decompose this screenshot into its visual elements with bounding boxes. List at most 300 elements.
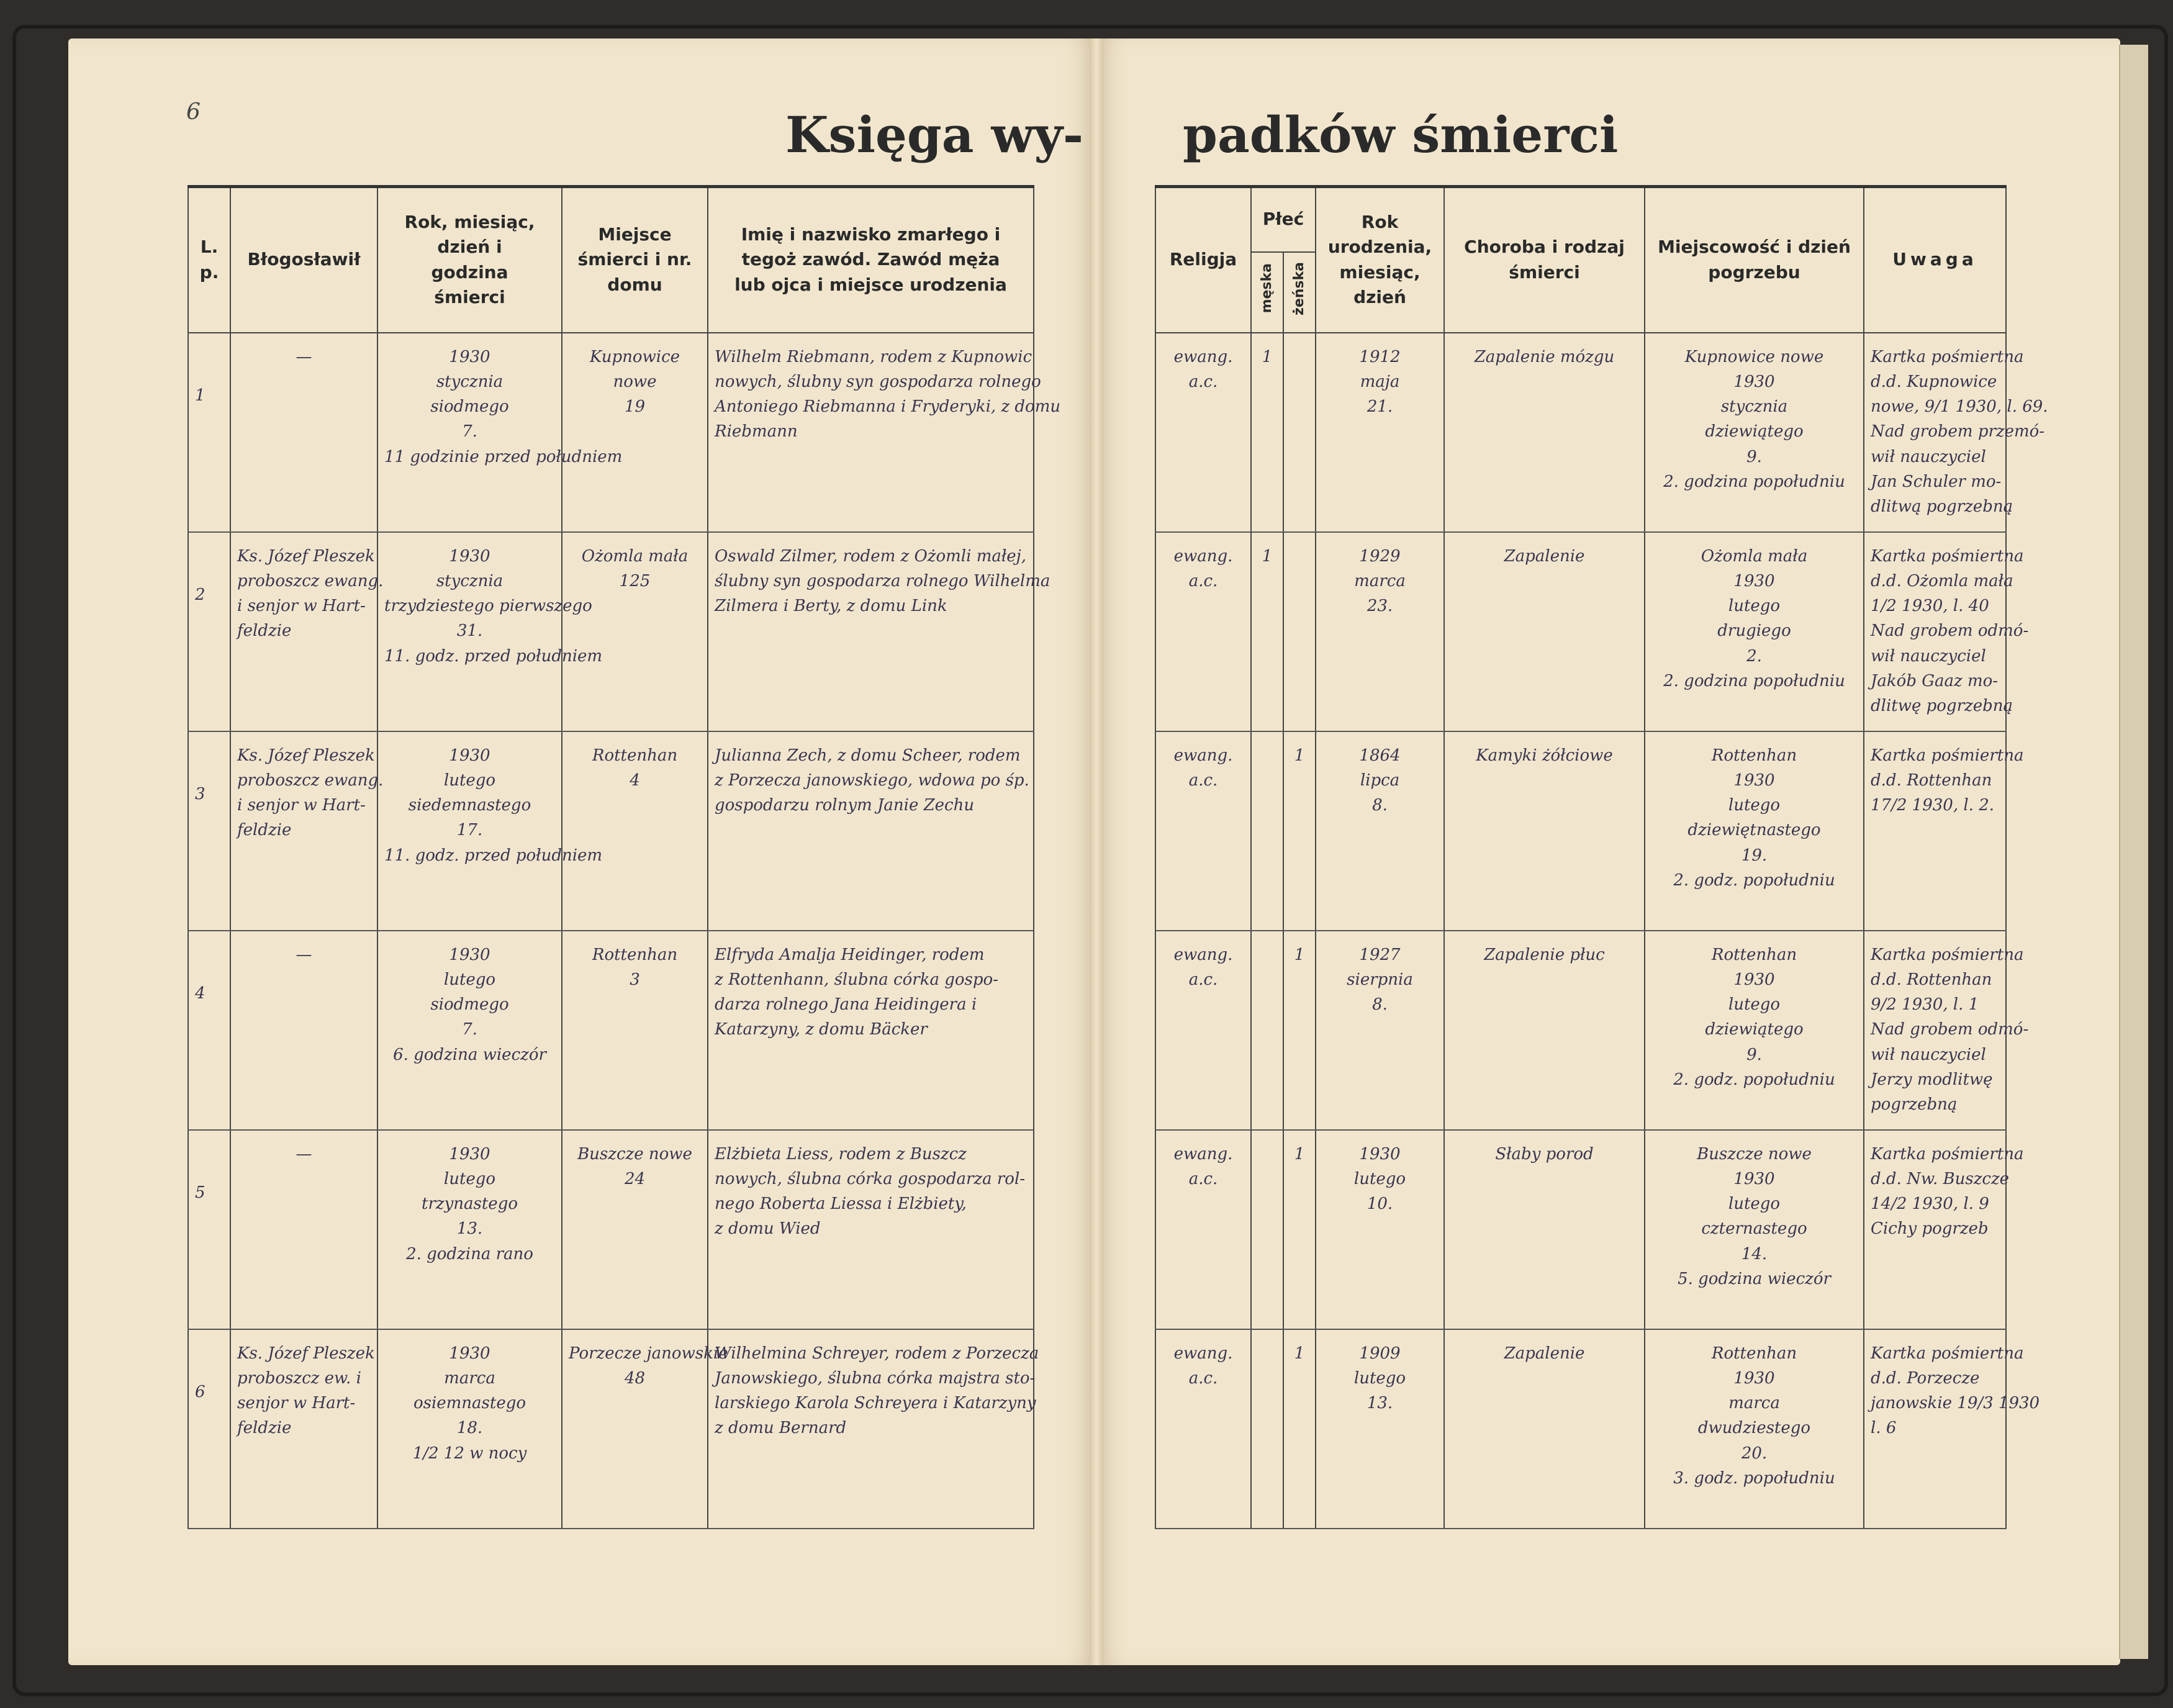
header-lp: L. p. (188, 187, 230, 333)
notes-cell (1864, 1329, 2040, 1529)
burial-cell-line: lutego (1728, 1195, 1781, 1214)
male-cell-text (1252, 732, 1283, 743)
name-cell-line: z domu Bernard (715, 1419, 847, 1438)
name-cell-line: Oswald Zilmer, rodem z Ożomli małej, (715, 546, 1026, 566)
female-cell (1283, 731, 1316, 931)
table-row (188, 1130, 1034, 1329)
religion-cell-line: a.c. (1188, 571, 1218, 590)
burial-cell-line: czternastego (1701, 1219, 1807, 1239)
notes-cell-line: janowskie 19/3 1930 (1871, 1394, 2040, 1413)
notes-cell-line: d.d. Rottenhan (1871, 970, 1992, 989)
table-row (1155, 731, 2006, 931)
birth-date-cell-line: 1909 (1359, 1344, 1401, 1363)
birth-date-cell-line: lipca (1360, 770, 1400, 790)
birth-date-cell-line: lutego (1353, 1368, 1406, 1388)
header-burial: Miejscowość i dzień pogrzebu (1645, 187, 1864, 333)
religion-cell (1155, 532, 1251, 731)
page-edges (2119, 45, 2148, 1659)
religion-cell (1155, 931, 1251, 1130)
header-male: męska (1251, 252, 1283, 333)
birth-date-cell-line: 1912 (1359, 347, 1401, 366)
notes-cell-line: 9/2 1930, l. 1 (1871, 995, 1979, 1014)
death-date-cell-line: siodmego (430, 397, 509, 417)
illness-cell-line: Kamyki żółciowe (1476, 746, 1613, 765)
notes-cell (1864, 731, 2024, 931)
burial-cell-line: 2. godz. popołudniu (1673, 1070, 1835, 1089)
death-date-cell-line: 7. (462, 422, 477, 441)
header-birth-date: Rok urodzenia, miesiąc, dzień (1316, 187, 1444, 333)
table-row (188, 333, 1034, 532)
burial-cell-line: 9. (1746, 447, 1762, 466)
birth-date-cell-line: marca (1354, 571, 1406, 590)
notes-cell-line: Cichy pogrzeb (1871, 1219, 1989, 1239)
illness-cell (1444, 532, 1645, 731)
death-date-cell-line: 7. (462, 1020, 477, 1039)
notes-cell (1864, 931, 2029, 1130)
death-date-cell-line: stycznia (436, 571, 504, 590)
burial-cell-line: lutego (1728, 995, 1781, 1014)
row-number (188, 1329, 230, 1529)
row-number-text: 3 (195, 784, 206, 803)
notes-cell-line: dlitwą pogrzebną (1871, 497, 2013, 517)
table-row (1155, 1329, 2006, 1529)
notes-cell-line: dlitwę pogrzebną (1871, 697, 2013, 716)
place-cell-line: 48 (624, 1368, 646, 1388)
blessed-cell (230, 1329, 377, 1529)
birth-date-cell-line: 13. (1367, 1394, 1393, 1413)
burial-cell-line: 9. (1746, 1045, 1762, 1064)
death-date-cell (377, 1329, 562, 1529)
row-number-text: 5 (195, 1183, 206, 1202)
place-cell (562, 931, 708, 1130)
notes-cell-line: d.d. Rottenhan (1871, 770, 1992, 790)
book-spine (1090, 38, 1103, 1665)
birth-date-cell-line: 8. (1372, 995, 1388, 1014)
table-row (188, 731, 1034, 931)
row-number-text: 1 (195, 386, 206, 405)
death-date-cell-line: 1/2 12 w nocy (412, 1444, 527, 1463)
burial-cell-line: 20. (1741, 1444, 1768, 1463)
male-cell-text (1252, 931, 1283, 942)
death-date-cell-line: siedemnastego (408, 796, 531, 815)
illness-cell (1444, 1130, 1645, 1329)
notes-cell-line: wił nauczyciel (1871, 646, 1986, 666)
female-cell-text (1284, 333, 1315, 345)
birth-date-cell-line: 1864 (1359, 746, 1401, 765)
religion-cell-line: a.c. (1188, 1368, 1218, 1388)
death-date-cell-line: 18. (456, 1419, 483, 1438)
illness-cell-line: Słaby porod (1495, 1144, 1594, 1164)
female-cell (1283, 931, 1316, 1130)
burial-cell-line: 2. godzina popołudniu (1663, 671, 1845, 690)
death-date-cell-line: marca (444, 1368, 495, 1388)
header-date-of-death: Rok, miesiąc, dzień i godzina śmierci (377, 187, 562, 333)
place-cell (562, 1329, 728, 1529)
male-cell-text (1252, 1131, 1283, 1142)
name-cell-line: Janowskiego, ślubna córka majstra sto- (715, 1368, 1036, 1388)
female-cell-text: 1 (1294, 1144, 1305, 1164)
religion-cell (1155, 333, 1251, 532)
illness-cell-line: Zapalenie (1504, 1344, 1585, 1363)
notes-cell-line: d.d. Nw. Buszcze (1871, 1169, 2010, 1188)
male-cell-text (1252, 1330, 1283, 1341)
female-cell (1283, 333, 1316, 532)
table-row (1155, 1130, 2006, 1329)
death-date-cell-line: 2. godzina rano (406, 1244, 533, 1263)
burial-cell-line: marca (1728, 1394, 1780, 1413)
place-cell (562, 1130, 708, 1329)
row-number-text: 4 (195, 983, 206, 1003)
name-cell-line: Riebmann (715, 422, 798, 441)
birth-date-cell (1316, 931, 1444, 1130)
table-row (1155, 931, 2006, 1130)
burial-cell (1645, 532, 1864, 731)
birth-date-cell (1316, 532, 1444, 731)
burial-cell-line: Rottenhan (1711, 746, 1797, 765)
header-notes: Uwaga (1864, 187, 2006, 333)
page-title-right: padków śmierci (1183, 106, 1619, 164)
illness-cell (1444, 931, 1645, 1130)
death-date-cell-line: lutego (443, 1169, 496, 1188)
male-cell (1251, 333, 1283, 532)
burial-cell-line: 14. (1741, 1244, 1768, 1263)
place-cell-line: Porzecze janowskie (569, 1344, 728, 1363)
table-row (188, 532, 1034, 731)
burial-cell-line: Kupnowice nowe (1684, 347, 1824, 366)
burial-cell-line: 5. godzina wieczór (1678, 1269, 1831, 1288)
burial-cell-line: 1930 (1733, 970, 1775, 989)
blessed-cell-line: i senjor w Hart- (237, 796, 366, 815)
burial-cell-line: dwudziestego (1697, 1419, 1811, 1438)
death-date-cell-line: 1930 (449, 347, 490, 366)
death-date-cell-line: lutego (443, 970, 496, 989)
death-date-cell-line: 31. (456, 621, 483, 641)
place-cell-line: Ożomla mała (581, 546, 689, 566)
burial-cell-line: lutego (1728, 796, 1781, 815)
death-date-cell-line: trzydziestego pierwszego (384, 597, 592, 616)
religion-cell (1155, 1329, 1251, 1529)
burial-cell-line: dziewiętnastego (1687, 821, 1821, 840)
female-cell (1283, 532, 1316, 731)
place-cell-line: 3 (630, 970, 640, 989)
notes-cell-line: Jan Schuler mo- (1871, 472, 2002, 491)
religion-cell-line: ewang. (1173, 746, 1233, 765)
female-cell (1283, 1329, 1316, 1529)
name-cell-line: Julianna Zech, z domu Scheer, rodem (715, 746, 1021, 765)
name-cell-line: nowych, ślubna córka gospodarza rol- (715, 1169, 1026, 1188)
male-cell-text: 1 (1262, 546, 1273, 566)
row-number (188, 532, 230, 731)
notes-cell-line: wił nauczyciel (1871, 447, 1986, 466)
birth-date-cell-line: sierpnia (1347, 970, 1413, 989)
birth-date-cell-line: 1927 (1359, 945, 1401, 964)
illness-cell-line: Zapalenie (1504, 546, 1585, 566)
name-cell (708, 931, 1034, 1130)
header-row-right (1155, 187, 2006, 252)
burial-cell-line: drugiego (1717, 621, 1791, 641)
burial-cell-line: 2. godzina popołudniu (1663, 472, 1845, 491)
place-cell (562, 731, 708, 931)
burial-cell-line: Rottenhan (1711, 945, 1797, 964)
burial-cell-line: 2. godz. popołudniu (1673, 870, 1835, 890)
illness-cell (1444, 1329, 1645, 1529)
birth-date-cell-line: 1929 (1359, 546, 1401, 566)
notes-cell-line: d.d. Ożomla mała (1871, 571, 2013, 590)
burial-cell-line: 1930 (1733, 571, 1775, 590)
male-cell (1251, 532, 1283, 731)
header-illness: Choroba i rodzaj śmierci (1444, 187, 1645, 333)
male-cell-text: 1 (1262, 347, 1273, 366)
death-date-cell (377, 532, 603, 731)
row-number-text: 2 (195, 585, 206, 604)
place-cell (562, 532, 708, 731)
blessed-cell (230, 1130, 377, 1329)
blessed-cell-line: — (296, 945, 312, 964)
notes-cell (1864, 532, 2029, 731)
name-cell-line: larskiego Karola Schreyera i Katarzyny (715, 1394, 1036, 1413)
name-cell-line: Wilhelm Riebmann, rodem z Kupnowic (715, 347, 1032, 366)
name-cell-line: nego Roberta Liessa i Elżbiety, (715, 1195, 967, 1214)
female-cell-text: 1 (1294, 746, 1305, 765)
page-number: 6 (186, 99, 201, 125)
notes-cell-line: Kartka pośmiertna (1871, 746, 2024, 765)
row-number-text: 6 (195, 1382, 206, 1401)
death-date-cell (377, 731, 603, 931)
burial-cell-line: 1930 (1733, 1368, 1775, 1388)
burial-cell (1645, 731, 1864, 931)
notes-cell (1864, 333, 2048, 532)
name-cell-line: Zilmera i Berty, z domu Link (715, 597, 947, 616)
place-cell-line: Buszcze nowe (577, 1144, 692, 1164)
table-row (1155, 333, 2006, 532)
birth-date-cell (1316, 333, 1444, 532)
death-date-cell-line: 11 godzinie przed południem (384, 447, 623, 466)
birth-date-cell-line: maja (1360, 372, 1400, 391)
name-cell-line: nowych, ślubny syn gospodarza rolnego (715, 372, 1041, 391)
blessed-cell-line: proboszcz ew. i (237, 1368, 361, 1388)
header-religion: Religja (1155, 187, 1251, 333)
female-cell-text: 1 (1294, 945, 1305, 964)
name-cell-line: z Porzecza janowskiego, wdowa po śp. (715, 770, 1029, 790)
female-cell-text (1284, 533, 1315, 544)
death-date-cell-line: 11. godz. przed południem (384, 846, 603, 865)
name-cell-line: darza rolnego Jana Heidingera i (715, 995, 977, 1014)
header-name: Imię i nazwisko zmarłego i tegoż zawód. Zawód męża lub ojca i miejsce urodzenia (708, 187, 1034, 333)
name-cell-line: Wilhelmina Schreyer, rodem z Porzecza (715, 1344, 1039, 1363)
blessed-cell-line: proboszcz ewang. (237, 770, 384, 790)
name-cell (708, 1329, 1039, 1529)
register-table-left (187, 185, 1061, 1529)
burial-cell-line: Ożomla mała (1701, 546, 1808, 566)
notes-cell-line: Nad grobem odmó- (1871, 1020, 2029, 1039)
death-date-cell-line: 6. godzina wieczór (393, 1045, 546, 1064)
birth-date-cell-line: lutego (1353, 1169, 1406, 1188)
burial-cell-line: dziewiątego (1705, 1020, 1804, 1039)
notes-cell-line: Kartka pośmiertna (1871, 1344, 2024, 1363)
death-date-cell-line: 1930 (449, 1344, 490, 1363)
name-cell-line: z Rottenhann, ślubna córka gospo- (715, 970, 998, 989)
name-cell (708, 333, 1061, 532)
row-number (188, 931, 230, 1130)
notes-cell-line: wił nauczyciel (1871, 1045, 1986, 1064)
row-number (188, 1130, 230, 1329)
name-cell (708, 532, 1050, 731)
death-date-cell-line: 1930 (449, 546, 490, 566)
birth-date-cell-line: 10. (1367, 1195, 1393, 1214)
table-row (188, 931, 1034, 1130)
notes-cell-line: Jerzy modlitwę (1871, 1070, 1993, 1089)
religion-cell-line: a.c. (1188, 372, 1218, 391)
death-date-cell-line: siodmego (430, 995, 509, 1014)
notes-cell-line: Nad grobem przemó- (1871, 422, 2045, 441)
header-female: żeńska (1283, 252, 1316, 333)
name-cell (708, 731, 1034, 931)
birth-date-cell-line: 8. (1372, 796, 1388, 815)
notes-cell-line: Kartka pośmiertna (1871, 347, 2024, 366)
blessed-cell-line: Ks. Józef Pleszek (237, 746, 375, 765)
birth-date-cell-line: 1930 (1359, 1144, 1401, 1164)
blessed-cell-line: feldzie (237, 1419, 292, 1438)
name-cell-line: Elfryda Amalja Heidinger, rodem (715, 945, 985, 964)
place-cell-line: nowe (613, 372, 657, 391)
religion-cell-line: ewang. (1173, 1144, 1233, 1164)
death-date-cell-line: 13. (456, 1219, 483, 1239)
illness-cell-line: Zapalenie płuc (1484, 945, 1605, 964)
blessed-cell (230, 931, 377, 1130)
burial-cell-line: dziewiątego (1705, 422, 1804, 441)
male-cell (1251, 731, 1283, 931)
illness-cell (1444, 333, 1645, 532)
row-number (188, 333, 230, 532)
death-date-cell-line: 17. (456, 821, 483, 840)
male-cell (1251, 931, 1283, 1130)
blessed-cell (230, 532, 384, 731)
female-cell (1283, 1130, 1316, 1329)
notes-cell-line: Nad grobem odmó- (1871, 621, 2029, 641)
place-cell-line: 24 (624, 1169, 646, 1188)
religion-cell-line: a.c. (1188, 1169, 1218, 1188)
illness-cell (1444, 731, 1645, 931)
table-row (188, 1329, 1034, 1529)
religion-cell-line: ewang. (1173, 347, 1233, 366)
birth-date-cell (1316, 1329, 1444, 1529)
burial-cell-line: 3. godz. popołudniu (1673, 1468, 1835, 1488)
burial-cell-line: 19. (1741, 846, 1768, 865)
religion-cell-line: a.c. (1188, 970, 1218, 989)
death-date-cell-line: lutego (443, 770, 496, 790)
name-cell-line: Katarzyny, z domu Bäcker (715, 1020, 928, 1039)
male-cell (1251, 1130, 1283, 1329)
notes-cell-line: 17/2 1930, l. 2. (1871, 796, 1994, 815)
name-cell-line: Elżbieta Liess, rodem z Buszcz (715, 1144, 967, 1164)
notes-cell-line: nowe, 9/1 1930, l. 69. (1871, 397, 2048, 417)
burial-cell (1645, 333, 1864, 532)
blessed-cell-line: feldzie (237, 621, 292, 641)
blessed-cell (230, 731, 384, 931)
male-cell (1251, 1329, 1283, 1529)
death-date-cell (377, 333, 623, 532)
death-date-cell (377, 931, 562, 1130)
death-date-cell (377, 1130, 562, 1329)
name-cell-line: ślubny syn gospodarza rolnego Wilhelma (715, 571, 1050, 590)
notes-cell-line: Jakób Gaaz mo- (1871, 671, 1999, 690)
place-cell-line: Rottenhan (592, 746, 678, 765)
blessed-cell-line: senjor w Hart- (237, 1394, 356, 1413)
burial-cell-line: stycznia (1720, 397, 1788, 417)
blessed-cell-line: i senjor w Hart- (237, 597, 366, 616)
blessed-cell-line: — (296, 1144, 312, 1164)
name-cell-line: gospodarzu rolnym Janie Zechu (715, 796, 975, 815)
row-number (188, 731, 230, 931)
death-date-cell-line: osiemnastego (413, 1394, 526, 1413)
place-cell-line: 125 (619, 571, 651, 590)
notes-cell-line: Kartka pośmiertna (1871, 546, 2024, 566)
religion-cell (1155, 731, 1251, 931)
birth-date-cell-line: 23. (1367, 597, 1393, 616)
notes-cell-line: Kartka pośmiertna (1871, 945, 2024, 964)
burial-cell-line: Buszcze nowe (1697, 1144, 1812, 1164)
burial-cell-line: 2. (1746, 646, 1762, 666)
notes-cell (1864, 1130, 2024, 1329)
blessed-cell-line: Ks. Józef Pleszek (237, 1344, 375, 1363)
name-cell (708, 1130, 1034, 1329)
notes-cell-line: pogrzebną (1871, 1095, 1958, 1114)
burial-cell-line: 1930 (1733, 770, 1775, 790)
blessed-cell-line: feldzie (237, 821, 292, 840)
header-sex: Płeć (1251, 187, 1316, 252)
place-cell-line: 4 (630, 770, 640, 790)
notes-cell-line: d.d. Porzecze (1871, 1368, 1980, 1388)
notes-cell-line: Kartka pośmiertna (1871, 1144, 2024, 1164)
illness-cell-line: Zapalenie mózgu (1474, 347, 1615, 366)
death-date-cell-line: 1930 (449, 1144, 490, 1164)
blessed-cell (230, 333, 377, 532)
notes-cell-line: 14/2 1930, l. 9 (1871, 1195, 1989, 1214)
birth-date-cell (1316, 731, 1444, 931)
religion-cell-line: ewang. (1173, 1344, 1233, 1363)
burial-cell-line: 1930 (1733, 1169, 1775, 1188)
religion-cell-line: a.c. (1188, 770, 1218, 790)
religion-cell (1155, 1130, 1251, 1329)
name-cell-line: Antoniego Riebmanna i Fryderyki, z domu (715, 397, 1061, 417)
notes-cell-line: 1/2 1930, l. 40 (1871, 597, 1989, 616)
header-place-of-death: Miejsce śmierci i nr. domu (562, 187, 708, 333)
female-cell-text: 1 (1294, 1344, 1305, 1363)
notes-cell-line: d.d. Kupnowice (1871, 372, 1997, 391)
place-cell-line: 19 (624, 397, 646, 417)
death-date-cell-line: stycznia (436, 372, 504, 391)
name-cell-line: z domu Wied (715, 1219, 821, 1239)
header-blessed: Błogosławił (230, 187, 377, 333)
birth-date-cell (1316, 1130, 1444, 1329)
burial-cell-line: Rottenhan (1711, 1344, 1797, 1363)
burial-cell (1645, 1130, 1864, 1329)
burial-cell-line: 1930 (1733, 372, 1775, 391)
religion-cell-line: ewang. (1173, 945, 1233, 964)
blessed-cell-line: — (296, 347, 312, 366)
birth-date-cell-line: 21. (1367, 397, 1393, 417)
blessed-cell-line: Ks. Józef Pleszek (237, 546, 375, 566)
burial-cell-line: lutego (1728, 597, 1781, 616)
death-date-cell-line: 1930 (449, 945, 490, 964)
page-title-left: Księga wy- (785, 106, 1084, 164)
burial-cell (1645, 1329, 1864, 1529)
burial-cell (1645, 931, 1864, 1130)
death-date-cell-line: 1930 (449, 746, 490, 765)
blessed-cell-line: proboszcz ewang. (237, 571, 384, 590)
death-date-cell-line: trzynastego (422, 1195, 518, 1214)
place-cell-line: Rottenhan (592, 945, 678, 964)
